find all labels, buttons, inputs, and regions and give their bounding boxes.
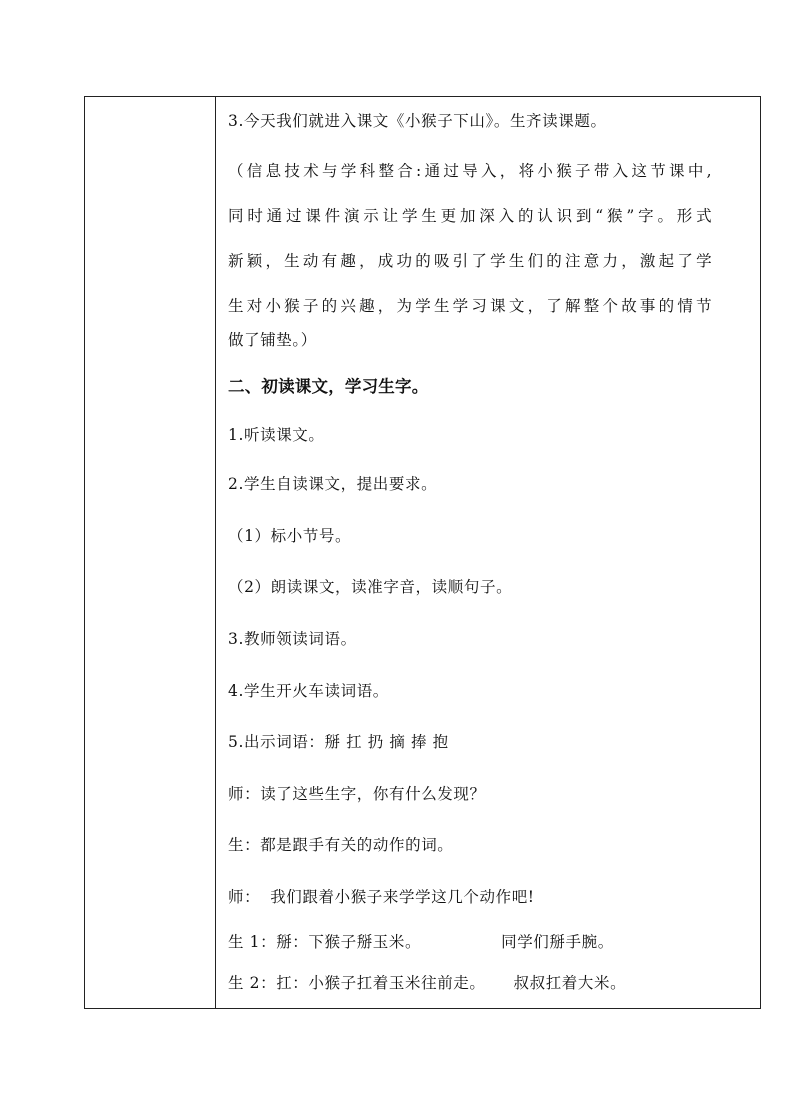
note-line-2: 同时通过课件演示让学生更加深入的认识到“猴”字。形式 (228, 207, 712, 225)
step-3: 3.教师领读词语。 (228, 630, 357, 648)
step-5: 5.出示词语：掰 扛 扔 摘 捧 抱 (228, 733, 449, 751)
step-3-intro: 3.今天我们就进入课文《小猴子下山》。生齐读课题。 (228, 112, 607, 130)
step-2: 2.学生自读课文，提出要求。 (228, 475, 438, 493)
student-1-example-a: 生 1：掰：下猴子掰玉米。 (228, 933, 422, 951)
student-2-example-b: 叔叔扛着大米。 (513, 974, 627, 992)
student-1-line (228, 932, 614, 952)
student-1-example-b: 同学们掰手腕。 (501, 933, 614, 951)
left-column-cell (85, 97, 216, 1008)
step-4: 4.学生开火车读词语。 (228, 682, 389, 700)
student-answer: 生：都是跟手有关的动作的词。 (228, 836, 454, 854)
teacher-prompt-label: 师： (228, 888, 261, 906)
step-1: 1.听读课文。 (228, 426, 325, 444)
student-2-example-a: 生 2：扛：小猴子扛着玉米往前走。 (228, 974, 486, 992)
content-cell (228, 97, 728, 1008)
teacher-prompt-text: 我们跟着小猴子来学学这几个动作吧! (270, 888, 535, 906)
teacher-prompt (228, 887, 535, 907)
step-2-sub-2: （2）朗读课文，读准字音，读顺句子。 (228, 578, 513, 596)
lesson-table (84, 96, 761, 1009)
step-2-sub-1: （1）标小节号。 (228, 527, 352, 545)
section-heading-2: 二、初读课文，学习生字。 (228, 377, 429, 396)
note-line-4: 生对小猴子的兴趣，为学生学习课文，了解整个故事的情节 (228, 297, 712, 315)
note-line-1: （信息技术与学科整合:通过导入，将小猴子带入这节课中, (228, 162, 712, 180)
note-line-3: 新颖，生动有趣，成功的吸引了学生们的注意力，激起了学 (228, 252, 712, 270)
teacher-question: 师：读了这些生字，你有什么发现？ (228, 785, 486, 803)
note-line-5: 做了铺垫。） (228, 331, 317, 349)
student-2-line (228, 973, 626, 993)
